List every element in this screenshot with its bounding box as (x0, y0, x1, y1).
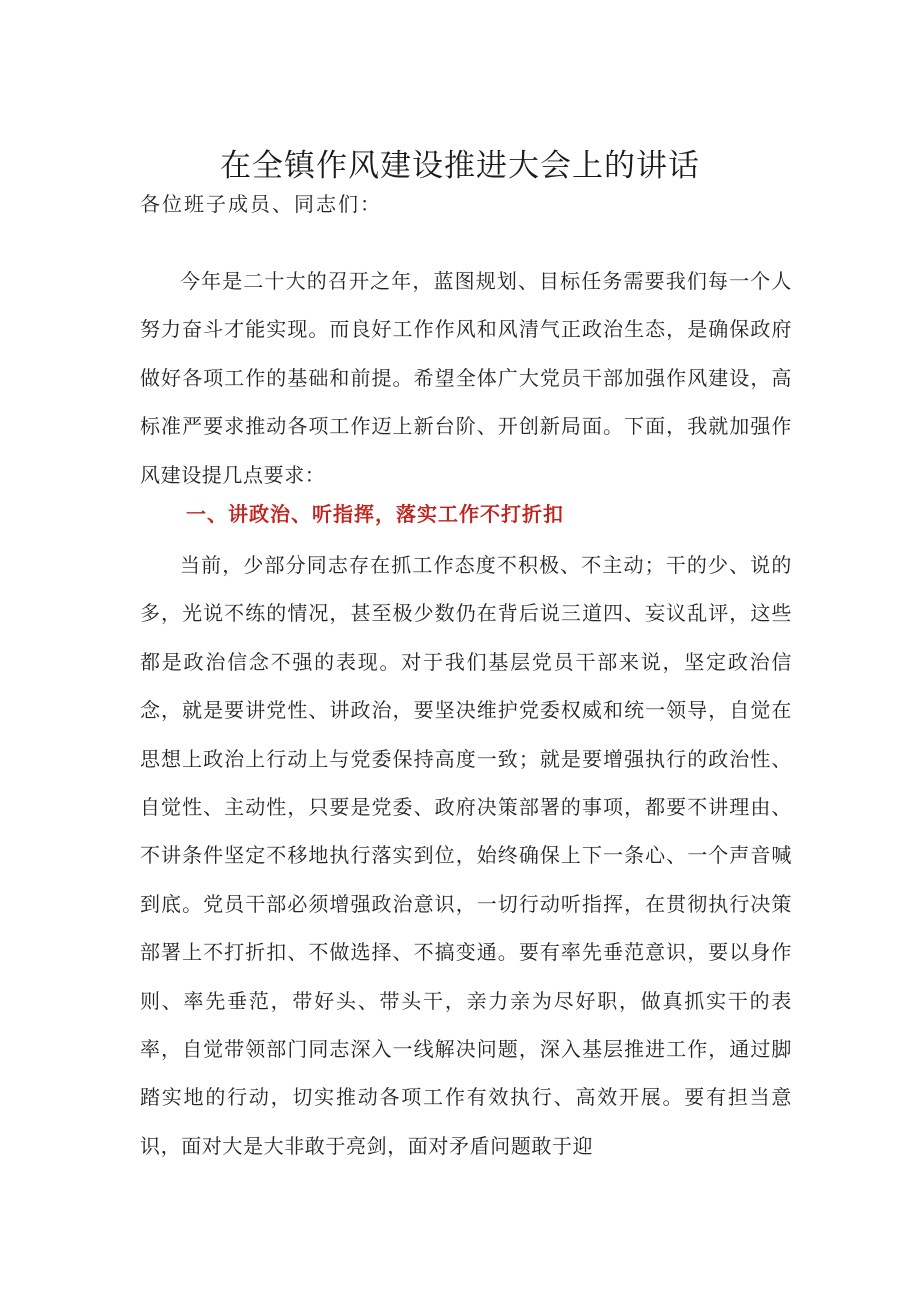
paragraph-intro: 今年是二十大的召开之年，蓝图规划、目标任务需要我们每一个人努力奋斗才能实现。而良好工作作风和风清气正政治生态，是确保政府做好各项工作的基础和前提。希望全体广大党员干部加强作风建设，高标准严要求推动各项工作迈上新台阶、开创新局面。下面，我就加强作风建设提几点要求： (140, 269, 792, 487)
section-heading-1: 一、讲政治、听指挥，落实工作不打折扣 (186, 502, 564, 526)
salutation: 各位班子成员、同志们： (140, 192, 382, 216)
paragraph-section-1: 当前，少部分同志存在抓工作态度不积极、不主动；干的少、说的多，光说不练的情况，甚至极少数仍在背后说三道四、妄议乱评，这些都是政治信念不强的表现。对于我们基层党员干部来说，坚定政治信念，就是要讲党性、讲政治，要坚决维护党委权威和统一领导，自觉在思想上政治上行动上与党委保持高度一致；就是要增强执行的政治性、自觉性、主动性，只要是党委、政府决策部署的事项，都要不讲理由、不讲条件坚定不移地执行落实到位，始终确保上下一条心、一个声音喊到底。党员干部必须增强政治意识，一切行动听指挥，在贯彻执行决策部署上不打折扣、不做选择、不搞变通。要有率先垂范意识，要以身作则、率先垂范，带好头、带头干，亲力亲为尽好职，做真抓实干的表率，自觉带领部门同志深入一线解决问题，深入基层推进工作，通过脚踏实地的行动，切实推动各项工作有效执行、高效开展。要有担当意识，面对大是大非敢于亮剑，面对矛盾问题敢于迎 (140, 553, 792, 1158)
document-title: 在全镇作风建设推进大会上的讲话 (220, 148, 700, 184)
